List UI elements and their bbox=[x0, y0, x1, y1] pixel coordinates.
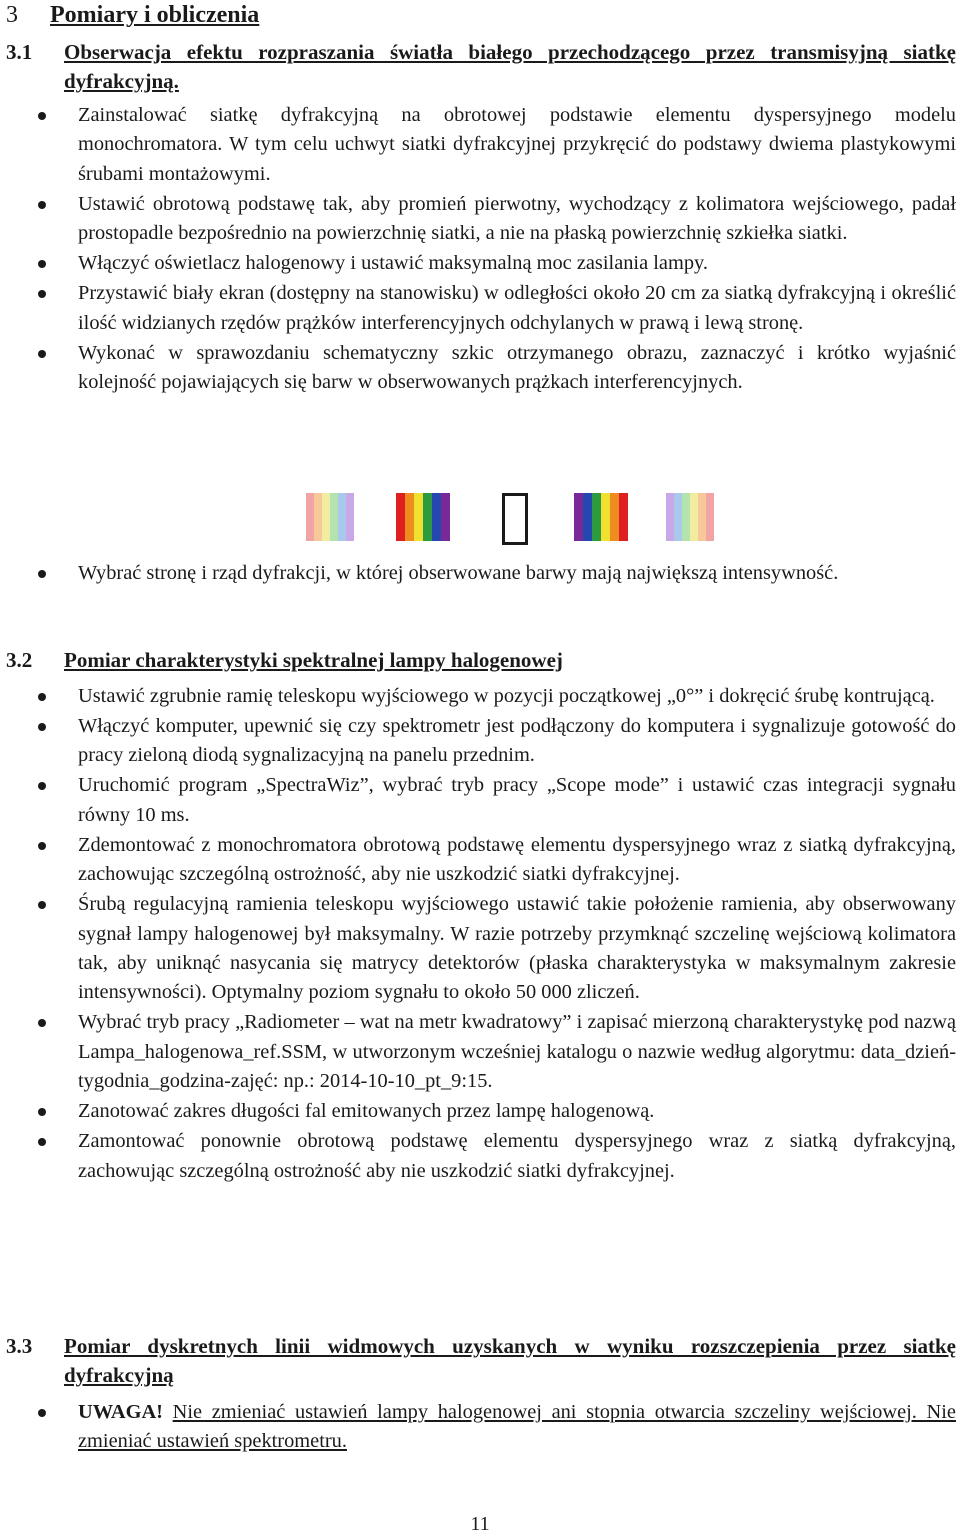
color-stripe bbox=[414, 493, 423, 541]
list-item: Wybrać stronę i rząd dyfrakcji, w której obserwowane barwy mają największą intensywność. bbox=[0, 559, 956, 588]
strong-spectrum-right bbox=[574, 493, 628, 541]
list-item: Zanotować zakres długości fal emitowanych przez lampę halogenową. bbox=[0, 1097, 956, 1126]
bullet-icon bbox=[38, 1409, 46, 1417]
subsection-heading-3-1 bbox=[6, 38, 956, 96]
list-item: Włączyć komputer, upewnić się czy spektrometr jest podłączony do komputera i sygnalizuje gotowość do pracy zieloną diodą sygnalizacyjną na panelu przednim. bbox=[0, 712, 956, 771]
list-item: Ustawić obrotową podstawę tak, aby promień pierwotny, wychodzący z kolimatora wejściowego, padał prostopadle bezpośrednio na powierzchnię siatki, a nie na płaską powierzchnię szkiełka siatki. bbox=[0, 190, 956, 249]
bullet-list-3-1-after bbox=[0, 559, 960, 589]
color-stripe bbox=[682, 493, 690, 541]
list-item: Zamontować ponownie obrotową podstawę elementu dyspersyjnego wraz z siatką dyfrakcyjną, zachowując szczególną ostrożność aby nie uszkodzić siatki dyfrakcyjnej. bbox=[0, 1127, 956, 1186]
list-item: Ustawić zgrubnie ramię teleskopu wyjściowego w pozycji początkowej „0°” i dokręcić śrubę kontrującą. bbox=[0, 682, 956, 711]
central-white-stripe bbox=[502, 493, 528, 545]
list-item: Przystawić biały ekran (dostępny na stanowisku) w odległości około 20 cm za siatką dyfrakcyjną i określić ilość widzianych rzędów prążków interferencyjnych odchylanych w prawą i lewą stronę. bbox=[0, 279, 956, 338]
bullet-list-3-3 bbox=[0, 1398, 960, 1457]
color-stripe bbox=[592, 493, 601, 541]
color-stripe bbox=[338, 493, 346, 541]
bullet-icon bbox=[38, 350, 46, 358]
color-stripe bbox=[330, 493, 338, 541]
color-stripe bbox=[306, 493, 314, 541]
bullet-icon bbox=[38, 570, 46, 578]
subsection-number: 3.1 bbox=[6, 40, 33, 64]
section-title: Pomiary i obliczenia bbox=[50, 2, 260, 28]
bullet-icon bbox=[38, 1138, 46, 1146]
color-stripe bbox=[396, 493, 405, 541]
color-stripe bbox=[405, 493, 414, 541]
diffraction-pattern-figure bbox=[306, 493, 726, 545]
warning-item bbox=[0, 1398, 956, 1457]
color-stripe bbox=[314, 493, 322, 541]
bullet-icon bbox=[38, 112, 46, 120]
list-item: Włączyć oświetlacz halogenowy i ustawić maksymalną moc zasilania lampy. bbox=[0, 249, 956, 278]
bullet-list-3-2 bbox=[0, 682, 960, 1187]
list-item: Uruchomić program „SpectraWiz”, wybrać tryb pracy „Scope mode” i ustawić czas integracji sygnału równy 10 ms. bbox=[0, 771, 956, 830]
color-stripe bbox=[674, 493, 682, 541]
bullet-icon bbox=[38, 842, 46, 850]
warning-text: Nie zmieniać ustawień lampy halogenowej ani stopnia otwarcia szczeliny wejściowej. Nie zmieniać ustawień spektrometru. bbox=[78, 1401, 956, 1453]
bullet-icon bbox=[38, 1108, 46, 1116]
page-number: 11 bbox=[470, 1513, 490, 1535]
color-stripe bbox=[698, 493, 706, 541]
color-stripe bbox=[666, 493, 674, 541]
faint-spectrum-left bbox=[306, 493, 354, 541]
list-item: Wykonać w sprawozdaniu schematyczny szkic otrzymanego obrazu, zaznaczyć i krótko wyjaśnić kolejność pojawiających się barw w obserwowanych prążkach interferencyjnych. bbox=[0, 339, 956, 398]
bullet-icon bbox=[38, 901, 46, 909]
list-item: Śrubą regulacyjną ramienia teleskopu wyjściowego ustawić takie położenie ramienia, aby obserwowany sygnał lampy halogenowej był maksymalny. W razie potrzeby przymknąć szczelinę wejściową kolimatora tak, aby uniknąć nasycania się matrycy detektorów (płaska charakterystyka w maksymalnym zakresie intensywności). Optymalny poziom sygnału to około 50 000 zliczeń. bbox=[0, 890, 956, 1008]
list-item: Wybrać tryb pracy „Radiometer – wat na metr kwadratowy” i zapisać mierzoną charakterystykę pod nazwą Lampa_halogenowa_ref.SSM, w utworzonym wcześniej katalogu o nazwie według algorytmu: data_dzień-tygodnia_godzina-zajęć: np.: 2014-10-10_pt_9:15. bbox=[0, 1008, 956, 1096]
color-stripe bbox=[619, 493, 628, 541]
bullet-list-3-1 bbox=[0, 101, 960, 398]
color-stripe bbox=[346, 493, 354, 541]
bullet-icon bbox=[38, 723, 46, 731]
subsection-heading-3-2 bbox=[6, 646, 956, 675]
section-heading bbox=[6, 0, 259, 30]
color-stripe bbox=[423, 493, 432, 541]
color-stripe bbox=[601, 493, 610, 541]
color-stripe bbox=[441, 493, 450, 541]
list-item: Zainstalować siatkę dyfrakcyjną na obrotowej podstawie elementu dyspersyjnego modelu monochromatora. W tym celu uchwyt siatki dyfrakcyjnej przykręcić do podstawy dwiema plastykowymi śrubami montażowymi. bbox=[0, 101, 956, 189]
warning-label: UWAGA! bbox=[78, 1401, 163, 1423]
bullet-icon bbox=[38, 693, 46, 701]
subsection-number: 3.3 bbox=[6, 1334, 33, 1358]
color-stripe bbox=[690, 493, 698, 541]
color-stripe bbox=[583, 493, 592, 541]
color-stripe bbox=[432, 493, 441, 541]
color-stripe bbox=[322, 493, 330, 541]
bullet-icon bbox=[38, 260, 46, 268]
strong-spectrum-left bbox=[396, 493, 450, 541]
subsection-title: Pomiar dyskretnych linii widmowych uzyskanych w wyniku rozszczepienia przez siatkę dyfrakcyjną bbox=[64, 1334, 956, 1387]
bullet-icon bbox=[38, 201, 46, 209]
section-number: 3 bbox=[6, 2, 18, 28]
list-item: Zdemontować z monochromatora obrotową podstawę elementu dyspersyjnego wraz z siatką dyfrakcyjną, zachowując szczególną ostrożność, aby nie uszkodzić siatki dyfrakcyjnej. bbox=[0, 831, 956, 890]
subsection-title: Obserwacja efektu rozpraszania światła białego przechodzącego przez transmisyjną siatkę dyfrakcyjną. bbox=[64, 40, 956, 93]
bullet-icon bbox=[38, 1019, 46, 1027]
subsection-heading-3-3 bbox=[6, 1332, 956, 1390]
color-stripe bbox=[706, 493, 714, 541]
bullet-icon bbox=[38, 782, 46, 790]
color-stripe bbox=[610, 493, 619, 541]
color-stripe bbox=[574, 493, 583, 541]
faint-spectrum-right bbox=[666, 493, 714, 541]
subsection-title: Pomiar charakterystyki spektralnej lampy halogenowej bbox=[64, 648, 563, 672]
subsection-number: 3.2 bbox=[6, 648, 33, 672]
bullet-icon bbox=[38, 290, 46, 298]
